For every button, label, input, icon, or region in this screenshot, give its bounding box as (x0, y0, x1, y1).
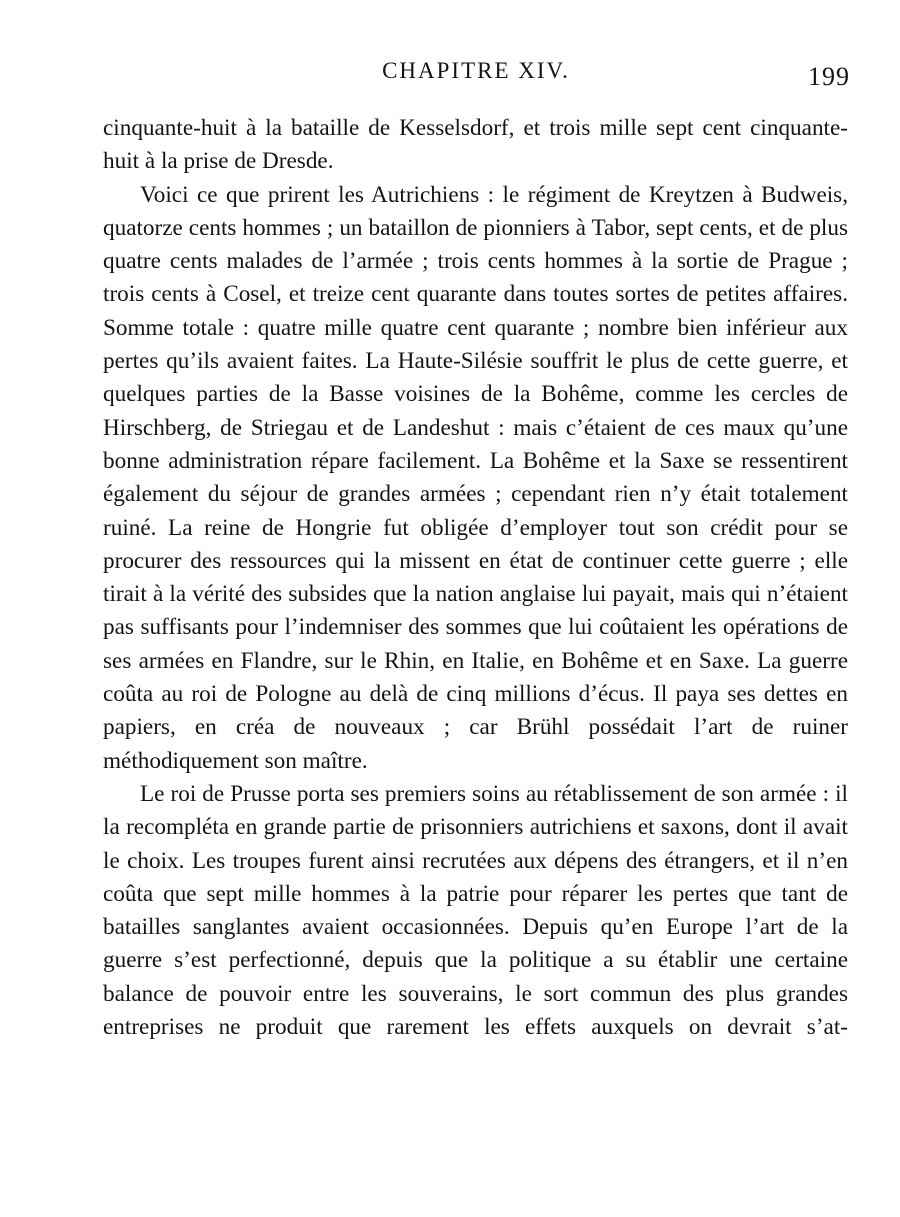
running-head (104, 58, 848, 94)
paragraph-prussian-army: Le roi de Prusse porta ses premiers soins au rétablissement de son armée : il la recompléta en grande partie de prisonniers autrichiens et saxons, dont il avait le choix. Les troupes furent ainsi recrutées aux dépens des étrangers, et il n’en coûta que sept mille hommes à la patrie pour réparer les pertes que tant de batailles sanglantes avaient occasionnées. Depuis qu’en Europe l’art de la guerre s’est perfectionné, depuis que la politique a su établir une certaine balance de pouvoir entre les souverains, le sort commun des plus grandes entreprises ne produit que rarement les effets auxquels on devrait s’at- (103, 780, 848, 1041)
body-text (103, 112, 848, 1044)
page-number: 199 (808, 62, 850, 91)
chapter-heading: CHAPITRE XIV. (382, 58, 570, 83)
paragraph-continuation: cinquante-huit à la bataille de Kesselsdorf, et trois mille sept cent cinquante-huit à la prise de Dresde. (103, 115, 848, 175)
paragraph-austrian-captures: Voici ce que prirent les Autrichiens : le régiment de Kreytzen à Budweis, quatorze cents hommes ; un bataillon de pionniers à Tabor, sept cents, et de plus quatre cents malades de l’armée ; trois cents hommes à la sortie de Prague ; trois cents à Cosel, et treize cent quarante dans toutes sortes de petites affaires. Somme totale : quatre mille quatre cent quarante ; nombre bien inférieur aux pertes qu’ils avaient faites. La Haute-Silésie souffrit le plus de cette guerre, et quelques parties de la Basse voisines de la Bohême, comme les cercles de Hirschberg, de Striegau et de Landeshut : mais c’étaient de ces maux qu’une bonne administration répare facilement. La Bohême et la Saxe se ressentirent également du séjour de grandes armées ; cependant rien n’y était totalement ruiné. La reine de Hongrie fut obligée d’employer tout son crédit pour se procurer des ressources qui la missent en état de continuer cette guerre ; elle tirait à la vérité des subsides que la nation anglaise lui payait, mais qui n’étaient pas suffisants pour l’indemniser des sommes que lui coûtaient les opérations de ses armées en Flandre, sur le Rhin, en Italie, en Bohême et en Saxe. La guerre coûta au roi de Pologne au delà de cinq millions d’écus. Il paya ses dettes en papiers, en créa de nouveaux ; car Brühl possédait l’art de ruiner méthodiquement son maître. (103, 181, 848, 774)
